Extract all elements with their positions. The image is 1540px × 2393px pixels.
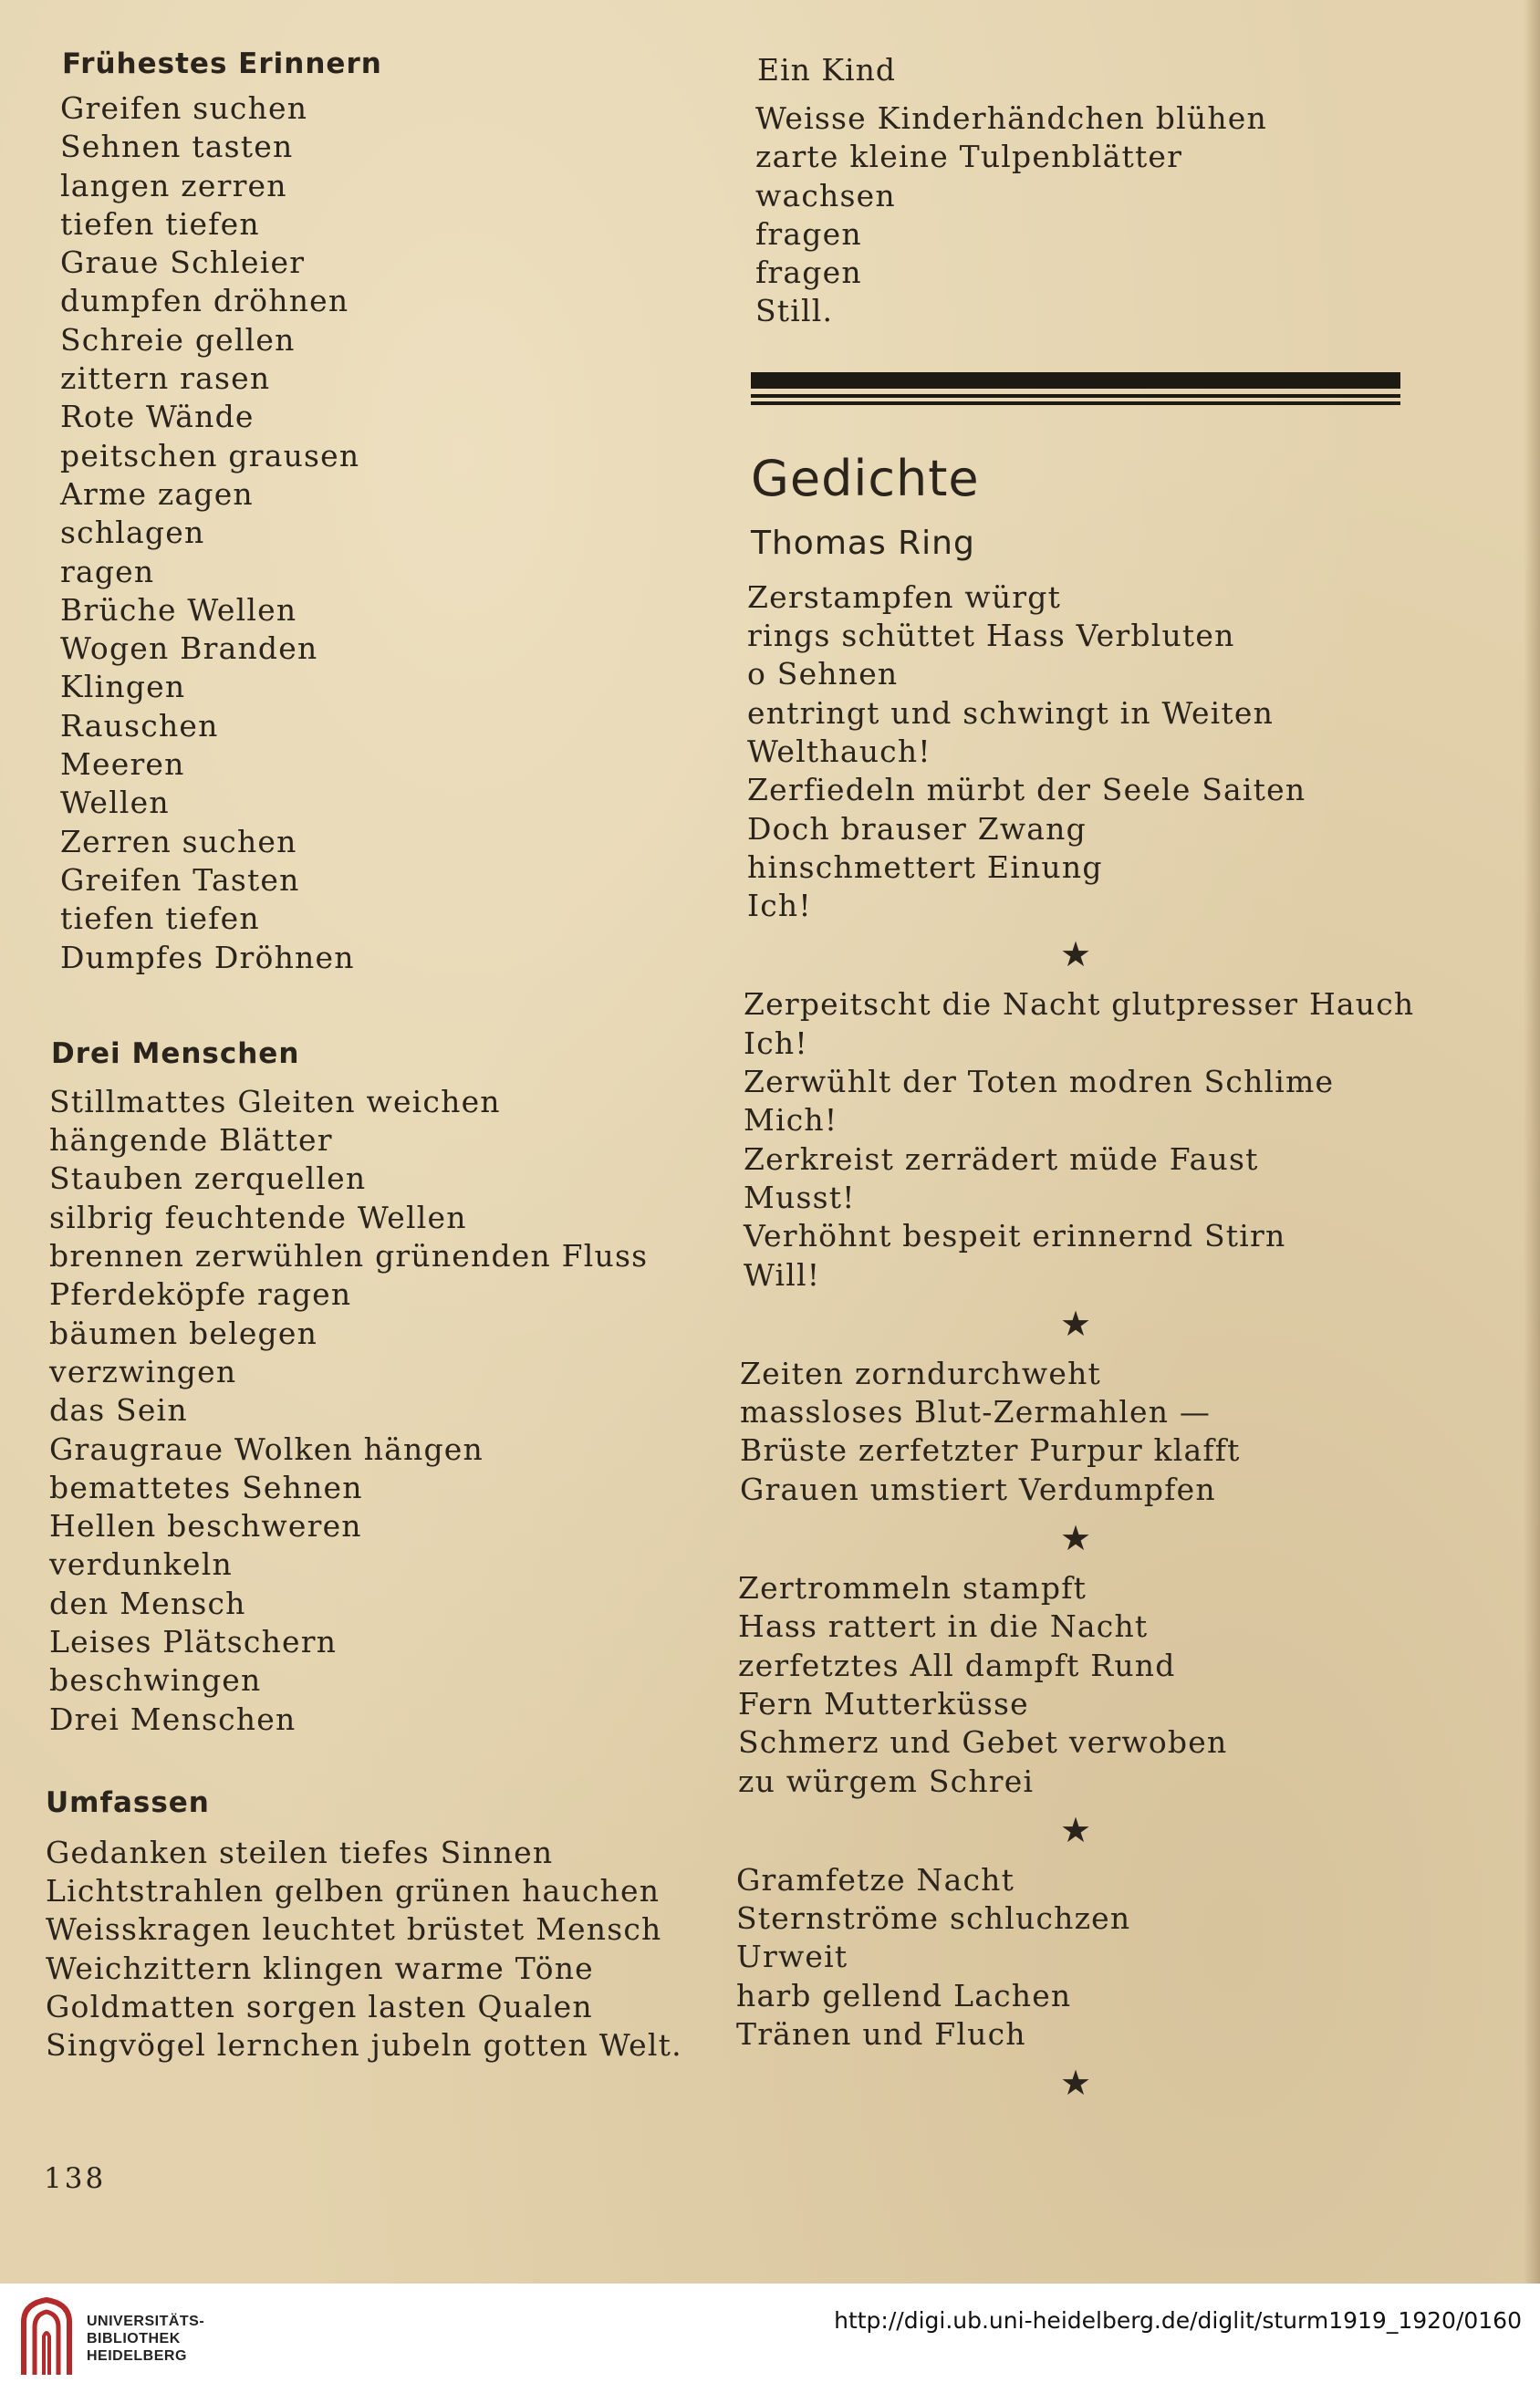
poem-line: Greifen Tasten — [60, 861, 300, 898]
poem-line: Stauben zerquellen — [49, 1160, 367, 1197]
poem-line: Welthauch! — [747, 733, 931, 769]
poem-line: dumpfen dröhnen — [60, 283, 349, 319]
poem-line: Singvögel lernchen jubeln gotten Welt. — [46, 2027, 682, 2064]
poem-line: Gramfetze Nacht — [736, 1861, 1015, 1898]
poem-lines — [49, 1083, 721, 1739]
poem-line: Doch brauser Zwang — [747, 810, 1087, 847]
poem-title-umfassen: Umfassen — [46, 1785, 210, 1819]
poem-line: das Sein — [49, 1392, 188, 1429]
poem-line: Schmerz und Gebet verwoben — [738, 1724, 1228, 1761]
poem-line: zu würgem Schrei — [738, 1763, 1035, 1799]
poem-line: Tränen und Fluch — [736, 2015, 1026, 2052]
poem-line: verzwingen — [49, 1353, 237, 1389]
poem-line: beschwingen — [49, 1662, 262, 1699]
stanza — [736, 1861, 1428, 2054]
right-column — [734, 50, 1428, 2114]
poem-line: rings schüttet Hass Verbluten — [747, 618, 1235, 654]
poem-line: Zerstampfen würgt — [747, 578, 1062, 615]
poem-line: Graugraue Wolken hängen — [49, 1431, 484, 1467]
poem-title-ein-kind: Ein Kind — [757, 52, 896, 88]
poem-line: hinschmettert Einung — [747, 848, 1103, 885]
poem-line: Weisskragen leuchtet brüstet Mensch — [46, 1911, 662, 1948]
stanza — [738, 1569, 1428, 1801]
poem-line: Ich! — [744, 1025, 808, 1061]
digitization-footer — [0, 2284, 1540, 2393]
star-icon: ★ — [1059, 2063, 1092, 2104]
section-title-gedichte: Gedichte — [751, 449, 980, 507]
poem-line: Zerpeitscht die Nacht glutpresser Hauch — [744, 986, 1415, 1023]
poem-line: Grauen umstiert Verdumpfen — [740, 1471, 1216, 1507]
poem-line: Zerkreist zerrädert müde Faust — [744, 1140, 1259, 1177]
poem-lines — [60, 89, 721, 977]
poem-line: fragen — [755, 255, 862, 291]
source-url-link[interactable]: http://digi.ub.uni-heidelberg.de/diglit/sturm1919_1920/0160 — [834, 2307, 1522, 2334]
poem-line: Will! — [744, 1256, 821, 1293]
poem-line: entringt und schwingt in Weiten — [747, 694, 1275, 731]
stanza — [740, 1355, 1428, 1509]
poem-line: tiefen tiefen — [60, 205, 260, 242]
poem-lines — [755, 99, 1428, 331]
poem-line: Rauschen — [60, 707, 219, 744]
poem-line: Sternströme schluchzen — [736, 1900, 1131, 1937]
author-name: Thomas Ring — [751, 524, 975, 562]
poem-line: Pferdeköpfe ragen — [49, 1276, 352, 1313]
poem-line: Arme zagen — [60, 475, 254, 512]
poem-line: peitschen grausen — [60, 437, 360, 473]
poem-line: Goldmatten sorgen lasten Qualen — [46, 1989, 593, 2025]
poem-line: harb gellend Lachen — [736, 1977, 1072, 2013]
poem-line: brennen zerwühlen grünenden Fluss — [49, 1238, 649, 1275]
poem-line: schlagen — [60, 515, 205, 551]
poem-line: Weichzittern klingen warme Töne — [46, 1950, 594, 1986]
stanza — [747, 578, 1428, 926]
poem-line: massloses Blut-Zermahlen — — [740, 1394, 1212, 1431]
poem-line: bemattetes Sehnen — [49, 1469, 363, 1505]
library-name: UNIVERSITÄTS- BIBLIOTHEK HEIDELBERG — [87, 2314, 205, 2364]
poem-line: zerfetztes All dampft Rund — [738, 1647, 1176, 1683]
poem-line: Leises Plätschern — [49, 1623, 338, 1659]
poem-line: Zerren suchen — [60, 823, 297, 859]
poem-line: Gedanken steilen tiefes Sinnen — [46, 1834, 554, 1870]
poem-line: Lichtstrahlen gelben grünen hauchen — [46, 1873, 661, 1909]
poem-line: Still. — [755, 293, 834, 329]
star-icon: ★ — [1059, 934, 1092, 975]
poem-line: Verhöhnt bespeit erinnernd Stirn — [744, 1218, 1286, 1254]
poem-line: Stillmattes Gleiten weichen — [49, 1083, 501, 1119]
poem-line: Hellen beschweren — [49, 1508, 362, 1545]
poem-line: Sehnen tasten — [60, 129, 294, 165]
poem-line: zarte kleine Tulpenblätter — [755, 139, 1183, 175]
star-icon: ★ — [1059, 1809, 1092, 1850]
poem-title-drei-menschen: Drei Menschen — [51, 1036, 300, 1070]
poem-line: tiefen tiefen — [60, 900, 260, 937]
star-icon: ★ — [1059, 1303, 1092, 1344]
poem-line: Klingen — [60, 669, 186, 705]
poem-line: Ich! — [747, 888, 812, 924]
poem-line: Greifen suchen — [60, 90, 308, 126]
poem-line: Zerfiedeln mürbt der Seele Saiten — [747, 772, 1306, 808]
thomas-ring-poems — [736, 578, 1428, 2107]
poem-line: Mich! — [744, 1102, 838, 1139]
poem-line: ragen — [60, 553, 155, 589]
page-edge-shadow — [1524, 0, 1540, 2284]
poem-line: bäumen belegen — [49, 1315, 318, 1351]
poem-line: Brüche Wellen — [60, 591, 297, 628]
decorative-rule — [751, 372, 1400, 411]
poem-line: fragen — [755, 215, 862, 252]
poem-line: verdunkeln — [49, 1546, 233, 1583]
spacer — [46, 1739, 721, 1783]
left-column — [46, 44, 721, 2065]
poem-line: Zeiten zorndurchweht — [740, 1355, 1102, 1391]
page-number: 138 — [44, 2162, 107, 2195]
poem-line: Musst! — [744, 1179, 856, 1215]
poem-line: Zertrommeln stampft — [738, 1570, 1087, 1607]
poem-line: hängende Blätter — [49, 1122, 333, 1159]
spacer — [46, 977, 721, 1034]
poem-line: Wellen — [60, 785, 170, 821]
poem-line: Zerwühlt der Toten modren Schlime — [744, 1064, 1335, 1100]
poem-line: Brüste zerfetzter Purpur klafft — [740, 1432, 1241, 1469]
poem-line: Fern Mutterküsse — [738, 1685, 1029, 1722]
poem-line: o Sehnen — [747, 656, 899, 692]
poem-line: langen zerren — [60, 167, 287, 203]
poem-line: Schreie gellen — [60, 321, 296, 358]
poem-line: Graue Schleier — [60, 245, 306, 281]
poem-line: Meeren — [60, 746, 185, 783]
poem-line: Urweit — [736, 1939, 848, 1975]
library-logo-icon — [16, 2294, 77, 2382]
poem-lines — [46, 1834, 721, 2065]
stanza — [744, 985, 1428, 1294]
star-icon: ★ — [1059, 1518, 1092, 1559]
poem-line: silbrig feuchtende Wellen — [49, 1199, 467, 1235]
poem-line: Hass rattert in die Nacht — [738, 1608, 1149, 1645]
poem-line: Rote Wände — [60, 399, 255, 435]
poem-line: Weisse Kinderhändchen blühen — [755, 100, 1267, 136]
poem-line: Wogen Branden — [60, 630, 318, 667]
poem-line: Drei Menschen — [49, 1701, 297, 1737]
poem-line: zittern rasen — [60, 360, 271, 397]
poem-title-fruehestes-erinnern: Frühestes Erinnern — [62, 47, 382, 80]
poem-line: Dumpfes Dröhnen — [60, 939, 355, 975]
poem-line: wachsen — [755, 177, 896, 213]
poem-line: den Mensch — [49, 1585, 246, 1621]
